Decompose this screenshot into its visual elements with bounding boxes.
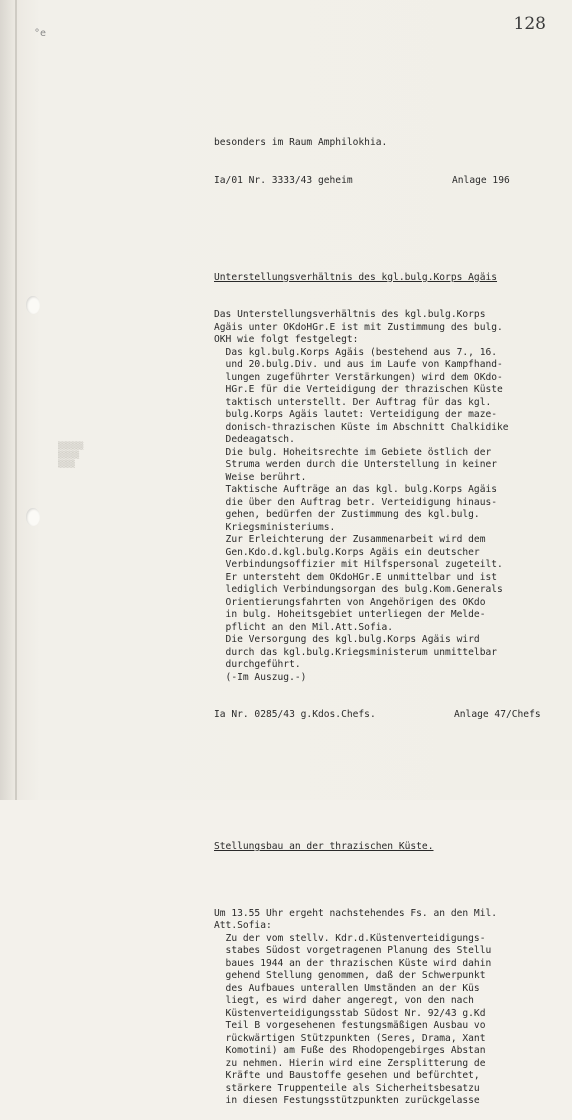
section1-line: Gen.Kdo.d.kgl.bulg.Korps Ägäis ein deutscher bbox=[214, 546, 480, 558]
section2-line: Kräfte und Baustoffe gesehen und befürchtet, bbox=[214, 1070, 480, 1081]
section1-title: Unterstellungsverhältnis des kgl.bulg.Korps Ägäis bbox=[214, 271, 498, 283]
section1-reference: Ia Nr. 0285/43 g.Kdos.Chefs. bbox=[214, 709, 376, 720]
section1-line: pflicht an den Mil.Att.Sofia. bbox=[214, 621, 394, 633]
section1-line: (-Im Auszug.-) bbox=[214, 671, 307, 683]
section1-attachment: Anlage 47/Chefs bbox=[454, 709, 541, 720]
section1-line: Orientierungsfahrten von Angehörigen des OKdo bbox=[214, 596, 486, 608]
section1-line: Das kgl.bulg.Korps Ägäis (bestehend aus 7., 16. bbox=[214, 346, 498, 358]
section1-line: Die Versorgung des kgl.bulg.Korps Ägäis wird bbox=[214, 634, 480, 645]
section1-line: bulg.Korps Ägäis lautet: Verteidigung der maze- bbox=[214, 409, 498, 420]
section2-line: Um 13.55 Uhr ergeht nachstehendes Fs. an den Mil. bbox=[214, 907, 498, 919]
document-body bbox=[214, 112, 554, 1120]
section2-line: Komotini) am Fuße des Rhodopengebirges Abstan bbox=[214, 1045, 486, 1056]
section1-line: Kriegsministeriums. bbox=[214, 521, 336, 533]
section1-line: OKH wie folgt festgelegt: bbox=[214, 334, 359, 345]
section2-title: Stellungsbau an der thrazischen Küste. bbox=[214, 841, 434, 852]
section2-line: Teil B vorgesehenen festungsmäßigen Ausbau vo bbox=[214, 1020, 486, 1031]
section1-line: in bulg. Hoheitsgebiet unterliegen der Melde- bbox=[214, 609, 486, 620]
section2-text bbox=[214, 908, 554, 1108]
section1-line: gehen, bedürfen der Zustimmung des kgl.bulg. bbox=[214, 509, 480, 520]
corner-mark: °e bbox=[34, 28, 47, 39]
section2-line: rückwärtigen Stützpunkten (Seres, Drama, Xant bbox=[214, 1032, 486, 1044]
header-reference: Ia/01 Nr. 3333/43 geheim bbox=[214, 174, 353, 186]
section1-line: Dedeagatsch. bbox=[214, 434, 295, 445]
section2-line: des Aufbaues unterallen Umständen an der Küs bbox=[214, 982, 480, 994]
section1-line: Struma werden durch die Unterstellung in keiner bbox=[214, 459, 498, 470]
header-line: besonders im Raum Amphilokhia. bbox=[214, 137, 388, 148]
section1-line: durchgeführt. bbox=[214, 659, 301, 670]
section1-line: durch das kgl.bulg.Kriegsministerum unmittelbar bbox=[214, 646, 498, 658]
section2-line: in diesen Festungsstützpunkten zurückgelasse bbox=[214, 1095, 480, 1106]
section2-line: liegt, es wird daher angeregt, von den nach bbox=[214, 995, 474, 1006]
section2-line: Zu der vom stellv. Kdr.d.Küstenverteidigungs- bbox=[214, 932, 486, 944]
header-attachment: Anlage 196 bbox=[452, 174, 510, 186]
section2-line: gehend Stellung genommen, daß der Schwerpunkt bbox=[214, 970, 486, 981]
faded-stamp: ▒▒▒▒▒▒ ▒▒▒▒▒ ▒▒▒▒ bbox=[58, 442, 84, 468]
punch-hole-bottom bbox=[26, 508, 40, 526]
section2-line: stabes Südost vorgetragenen Planung des Stellu bbox=[214, 945, 492, 956]
section1-line: Das Unterstellungsverhältnis des kgl.bulg.Korps bbox=[214, 309, 486, 320]
section1-line: Zur Erleichterung der Zusammenarbeit wird dem bbox=[214, 534, 486, 545]
section2-line: stärkere Truppenteile als Sicherheitsbesatzu bbox=[214, 1082, 480, 1094]
section1-line: Taktische Aufträge an das kgl. bulg.Korps Ägäis bbox=[214, 484, 498, 495]
section1-line: lediglich Verbindungsorgan des bulg.Kom.Generals bbox=[214, 584, 503, 595]
section1-line: Weise berührt. bbox=[214, 471, 307, 483]
section2-line: zu nehmen. Hierin wird eine Zersplitterung de bbox=[214, 1057, 486, 1069]
section1-line: Ägäis unter OKdoHGr.E ist mit Zustimmung des bulg. bbox=[214, 321, 503, 333]
section1-line: donisch-thrazischen Küste im Abschnitt Chalkidike bbox=[214, 421, 509, 433]
section1-line: Die bulg. Hoheitsrechte im Gebiete östlich der bbox=[214, 446, 492, 458]
header-reference-row bbox=[214, 175, 554, 188]
section1-text bbox=[214, 309, 554, 684]
section1-line: und 20.bulg.Div. und aus im Laufe von Kampfhand- bbox=[214, 359, 503, 370]
section1-line: die über den Auftrag betr. Verteidigung hinaus- bbox=[214, 496, 498, 508]
section2-line: Küstenverteidigungsstab Südost Nr. 92/43 g.Kd bbox=[214, 1007, 486, 1019]
section1-line: taktisch unterstellt. Der Auftrag für das kgl. bbox=[214, 396, 492, 408]
section1-reference-row bbox=[214, 709, 554, 722]
section1-line: Verbindungsoffizier mit Hilfspersonal zugeteilt. bbox=[214, 559, 503, 570]
section2-line: baues 1944 an der thrazischen Küste wird dahin bbox=[214, 957, 492, 969]
punch-hole-top bbox=[26, 296, 40, 314]
section2-line: Att.Sofia: bbox=[214, 920, 272, 931]
section1-line: lungen zugeführter Verstärkungen) wird dem OKdo- bbox=[214, 371, 503, 383]
section1-line: HGr.E für die Verteidigung der thrazischen Küste bbox=[214, 384, 503, 395]
page-number: 128 bbox=[513, 14, 546, 34]
binding-edge bbox=[15, 0, 17, 800]
section1-line: Er untersteht dem OKdoHGr.E unmittelbar und ist bbox=[214, 571, 498, 583]
